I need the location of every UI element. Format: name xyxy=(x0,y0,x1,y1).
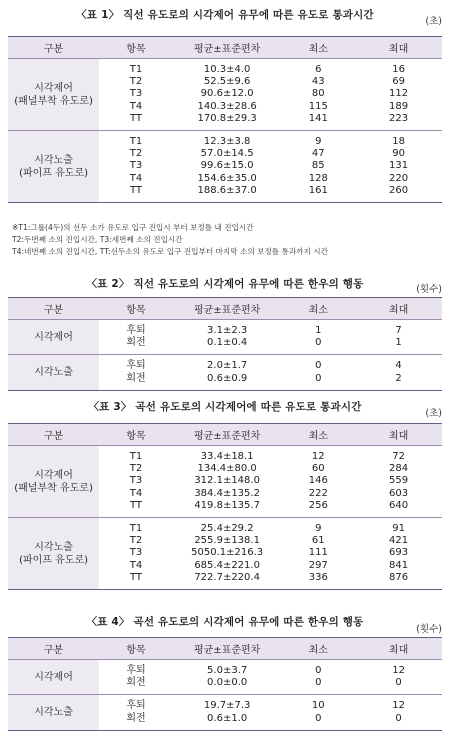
cell-value: 0 xyxy=(315,337,322,349)
cell-value: 0.1±0.4 xyxy=(207,337,248,349)
cell-value: T2 xyxy=(129,76,143,88)
cell-value: 3.1±2.3 xyxy=(207,325,248,336)
cell-value: T4 xyxy=(129,172,143,184)
note-line: T4:네번째 소의 진입시간, TT:선두소의 유도로 입구 진입부터 마지막 소의 보정틀 통과까지 시간 xyxy=(12,247,328,256)
max-cell xyxy=(355,59,442,131)
cell-value: 223 xyxy=(389,112,409,124)
column-header: 항목 xyxy=(99,298,173,320)
cell-value: T4 xyxy=(129,100,143,112)
cell-value: TT xyxy=(129,499,143,511)
item-cell xyxy=(99,446,173,518)
cell-value: 12.3±3.8 xyxy=(203,136,251,148)
cell-value: 128 xyxy=(308,172,328,184)
max-cell xyxy=(355,660,442,695)
cell-value: 0 xyxy=(315,360,322,372)
category-cell xyxy=(8,355,99,390)
mean-sd-cell xyxy=(173,695,282,730)
min-cell xyxy=(281,59,355,131)
cell-value: 222 xyxy=(308,487,328,499)
cell-value: 43 xyxy=(311,76,325,88)
cell-value: 421 xyxy=(389,535,409,547)
cell-value: 189 xyxy=(389,100,409,112)
category-label: (파이프 유도로) xyxy=(19,554,89,566)
cell-value: 284 xyxy=(389,463,409,475)
column-header: 항목 xyxy=(99,37,173,59)
table-row xyxy=(8,355,442,390)
cell-value: 0.6±0.9 xyxy=(207,372,248,384)
mean-sd-cell xyxy=(173,518,282,590)
cell-value: 60 xyxy=(311,463,325,475)
table4 xyxy=(8,637,442,731)
table1-unit: (초) xyxy=(425,16,442,27)
column-header: 항목 xyxy=(99,638,173,660)
table-row xyxy=(8,518,442,590)
cell-value: T2 xyxy=(129,148,143,160)
cell-value: T3 xyxy=(129,88,143,100)
cell-value: 9 xyxy=(315,136,322,148)
cell-value: 161 xyxy=(308,184,328,196)
cell-value: TT xyxy=(129,112,143,124)
category-cell xyxy=(8,59,99,131)
cell-value: 256 xyxy=(308,499,328,511)
cell-value: 188.6±37.0 xyxy=(197,184,257,196)
table1-title: 〈표 1〉 직선 유도로의 시각제어 유무에 따른 유도로 통과시간 xyxy=(76,9,374,21)
cell-value: 384.4±135.2 xyxy=(194,487,260,499)
cell-value: 61 xyxy=(311,535,325,547)
table2 xyxy=(8,297,442,391)
cell-value: 12 xyxy=(392,700,405,712)
cell-value: 회전 xyxy=(126,372,146,384)
cell-value: 297 xyxy=(308,559,328,571)
table2-title: 〈표 2〉 직선 유도로의 시각제어 유무에 따른 한우의 행동 xyxy=(86,278,364,290)
column-header: 최소 xyxy=(281,638,355,660)
column-header: 최대 xyxy=(355,424,442,446)
cell-value: 5050.1±216.3 xyxy=(191,547,264,559)
cell-value: 312.1±148.0 xyxy=(194,475,260,487)
item-cell xyxy=(99,660,173,695)
cell-value: 0 xyxy=(315,372,322,384)
column-header: 평균±표준편차 xyxy=(173,298,282,320)
cell-value: 141 xyxy=(308,112,328,124)
cell-value: T1 xyxy=(129,523,143,535)
min-cell xyxy=(281,355,355,390)
column-header: 최대 xyxy=(355,298,442,320)
cell-value: 2.0±1.7 xyxy=(207,360,248,372)
min-cell xyxy=(281,518,355,590)
max-cell xyxy=(355,446,442,518)
cell-value: 419.8±135.7 xyxy=(194,499,260,511)
cell-value: 회전 xyxy=(126,677,146,689)
cell-value: T4 xyxy=(129,559,143,571)
table4-unit: (횟수) xyxy=(416,624,442,635)
cell-value: 4 xyxy=(395,360,402,372)
cell-value: 7 xyxy=(395,325,402,336)
cell-value: 후퇴 xyxy=(126,665,146,676)
table-row xyxy=(8,131,442,203)
cell-value: 52.5±9.6 xyxy=(203,76,251,88)
category-label: 시각제어 xyxy=(34,331,73,343)
cell-value: 876 xyxy=(389,571,409,583)
category-label: 시각제어 xyxy=(34,82,73,94)
category-label: 시각제어 xyxy=(34,469,73,481)
cell-value: T2 xyxy=(129,535,143,547)
cell-value: 841 xyxy=(389,559,409,571)
mean-sd-cell xyxy=(173,660,282,695)
column-header: 최소 xyxy=(281,298,355,320)
cell-value: 90 xyxy=(392,148,405,160)
max-cell xyxy=(355,320,442,355)
category-cell xyxy=(8,131,99,203)
cell-value: 69 xyxy=(392,76,405,88)
table2-unit: (횟수) xyxy=(416,284,442,295)
mean-sd-cell xyxy=(173,355,282,390)
column-header: 구분 xyxy=(8,37,99,59)
cell-value: 640 xyxy=(389,499,409,511)
cell-value: T1 xyxy=(129,136,143,148)
cell-value: 80 xyxy=(311,88,325,100)
column-header: 평균±표준편차 xyxy=(173,638,282,660)
cell-value: 18 xyxy=(392,136,405,148)
cell-value: TT xyxy=(129,571,143,583)
cell-value: T3 xyxy=(129,547,143,559)
cell-value: 33.4±18.1 xyxy=(200,451,254,462)
column-header: 최소 xyxy=(281,424,355,446)
cell-value: 0 xyxy=(395,677,402,689)
cell-value: T1 xyxy=(129,451,143,462)
column-header: 구분 xyxy=(8,298,99,320)
header-row xyxy=(8,638,442,660)
cell-value: TT xyxy=(129,184,143,196)
max-cell xyxy=(355,695,442,730)
category-label: 시각노출 xyxy=(34,541,73,553)
item-cell xyxy=(99,518,173,590)
max-cell xyxy=(355,131,442,203)
min-cell xyxy=(281,131,355,203)
table-row xyxy=(8,660,442,695)
header-row xyxy=(8,37,442,59)
cell-value: 260 xyxy=(389,184,409,196)
category-label: 시각노출 xyxy=(34,154,73,166)
cell-value: T2 xyxy=(129,463,143,475)
column-header: 항목 xyxy=(99,424,173,446)
category-cell xyxy=(8,518,99,590)
cell-value: 255.9±138.1 xyxy=(194,535,260,547)
category-cell xyxy=(8,446,99,518)
category-label: 시각제어 xyxy=(34,671,73,683)
mean-sd-cell xyxy=(173,446,282,518)
cell-value: 47 xyxy=(311,148,325,160)
cell-value: 0.0±0.0 xyxy=(207,677,248,689)
table-row xyxy=(8,59,442,131)
cell-value: T4 xyxy=(129,487,143,499)
cell-value: T1 xyxy=(129,64,143,75)
table-row xyxy=(8,320,442,355)
column-header: 구분 xyxy=(8,638,99,660)
cell-value: 19.7±7.3 xyxy=(203,700,251,712)
cell-value: 131 xyxy=(389,160,409,172)
cell-value: 0.6±1.0 xyxy=(207,712,248,724)
table4-title: 〈표 4〉 곡선 유도로의 시각제어 유무에 따른 한우의 행동 xyxy=(86,616,364,628)
cell-value: 336 xyxy=(308,571,328,583)
cell-value: 685.4±221.0 xyxy=(194,559,260,571)
mean-sd-cell xyxy=(173,131,282,203)
cell-value: 154.6±35.0 xyxy=(197,172,257,184)
min-cell xyxy=(281,660,355,695)
table-row xyxy=(8,446,442,518)
column-header: 평균±표준편차 xyxy=(173,37,282,59)
cell-value: 10 xyxy=(311,700,325,712)
item-cell xyxy=(99,320,173,355)
cell-value: 112 xyxy=(389,88,409,100)
cell-value: 회전 xyxy=(126,712,146,724)
category-label: (파이프 유도로) xyxy=(19,167,89,179)
cell-value: 후퇴 xyxy=(126,700,146,712)
min-cell xyxy=(281,446,355,518)
category-label: (패널부착 유도로) xyxy=(14,95,93,107)
min-cell xyxy=(281,695,355,730)
mean-sd-cell xyxy=(173,59,282,131)
cell-value: 1 xyxy=(315,325,322,336)
cell-value: 1 xyxy=(395,337,402,349)
table1-notes xyxy=(12,222,442,258)
note-line: T2:두번째 소의 진입시간, T3:세번째 소의 진입시간 xyxy=(12,235,183,244)
cell-value: 12 xyxy=(392,665,405,676)
cell-value: 85 xyxy=(311,160,325,172)
category-label: 시각노출 xyxy=(34,367,73,379)
table3 xyxy=(8,423,442,590)
mean-sd-cell xyxy=(173,320,282,355)
cell-value: 0 xyxy=(315,712,322,724)
cell-value: 99.6±15.0 xyxy=(200,160,254,172)
cell-value: 후퇴 xyxy=(126,360,146,372)
cell-value: 693 xyxy=(389,547,409,559)
cell-value: 91 xyxy=(392,523,405,535)
cell-value: 5.0±3.7 xyxy=(207,665,248,676)
cell-value: 134.4±80.0 xyxy=(197,463,257,475)
cell-value: 146 xyxy=(308,475,328,487)
category-cell xyxy=(8,660,99,695)
cell-value: 16 xyxy=(392,64,405,75)
cell-value: 72 xyxy=(392,451,405,462)
item-cell xyxy=(99,59,173,131)
cell-value: 0 xyxy=(315,665,322,676)
table-row xyxy=(8,695,442,730)
cell-value: 후퇴 xyxy=(126,325,146,336)
cell-value: 90.6±12.0 xyxy=(200,88,254,100)
item-cell xyxy=(99,695,173,730)
cell-value: 140.3±28.6 xyxy=(197,100,257,112)
cell-value: 0 xyxy=(315,677,322,689)
cell-value: 170.8±29.3 xyxy=(197,112,257,124)
column-header: 평균±표준편차 xyxy=(173,424,282,446)
min-cell xyxy=(281,320,355,355)
max-cell xyxy=(355,355,442,390)
cell-value: 603 xyxy=(389,487,409,499)
item-cell xyxy=(99,131,173,203)
table1 xyxy=(8,36,442,203)
cell-value: T3 xyxy=(129,475,143,487)
cell-value: 115 xyxy=(308,100,328,112)
header-row xyxy=(8,424,442,446)
cell-value: 2 xyxy=(395,372,402,384)
cell-value: T3 xyxy=(129,160,143,172)
category-cell xyxy=(8,320,99,355)
cell-value: 10.3±4.0 xyxy=(203,64,251,75)
header-row xyxy=(8,298,442,320)
table3-unit: (초) xyxy=(425,408,442,419)
table3-title: 〈표 3〉 곡선 유도로의 시각제어에 따른 유도로 통과시간 xyxy=(88,401,362,413)
category-label: 시각노출 xyxy=(34,707,73,719)
column-header: 구분 xyxy=(8,424,99,446)
cell-value: 111 xyxy=(308,547,328,559)
note-line: ※T1:그룹(4두)의 선두 소가 유도로 입구 진입시 부터 보정틀 내 진입시간 xyxy=(12,223,254,232)
cell-value: 6 xyxy=(315,64,322,75)
category-label: (패널부착 유도로) xyxy=(14,482,93,494)
max-cell xyxy=(355,518,442,590)
cell-value: 559 xyxy=(389,475,409,487)
column-header: 최대 xyxy=(355,638,442,660)
cell-value: 12 xyxy=(311,451,325,462)
column-header: 최소 xyxy=(281,37,355,59)
cell-value: 9 xyxy=(315,523,322,535)
cell-value: 25.4±29.2 xyxy=(200,523,254,535)
category-cell xyxy=(8,695,99,730)
cell-value: 722.7±220.4 xyxy=(194,571,260,583)
cell-value: 220 xyxy=(389,172,409,184)
cell-value: 57.0±14.5 xyxy=(200,148,254,160)
cell-value: 회전 xyxy=(126,337,146,349)
item-cell xyxy=(99,355,173,390)
cell-value: 0 xyxy=(395,712,402,724)
column-header: 최대 xyxy=(355,37,442,59)
